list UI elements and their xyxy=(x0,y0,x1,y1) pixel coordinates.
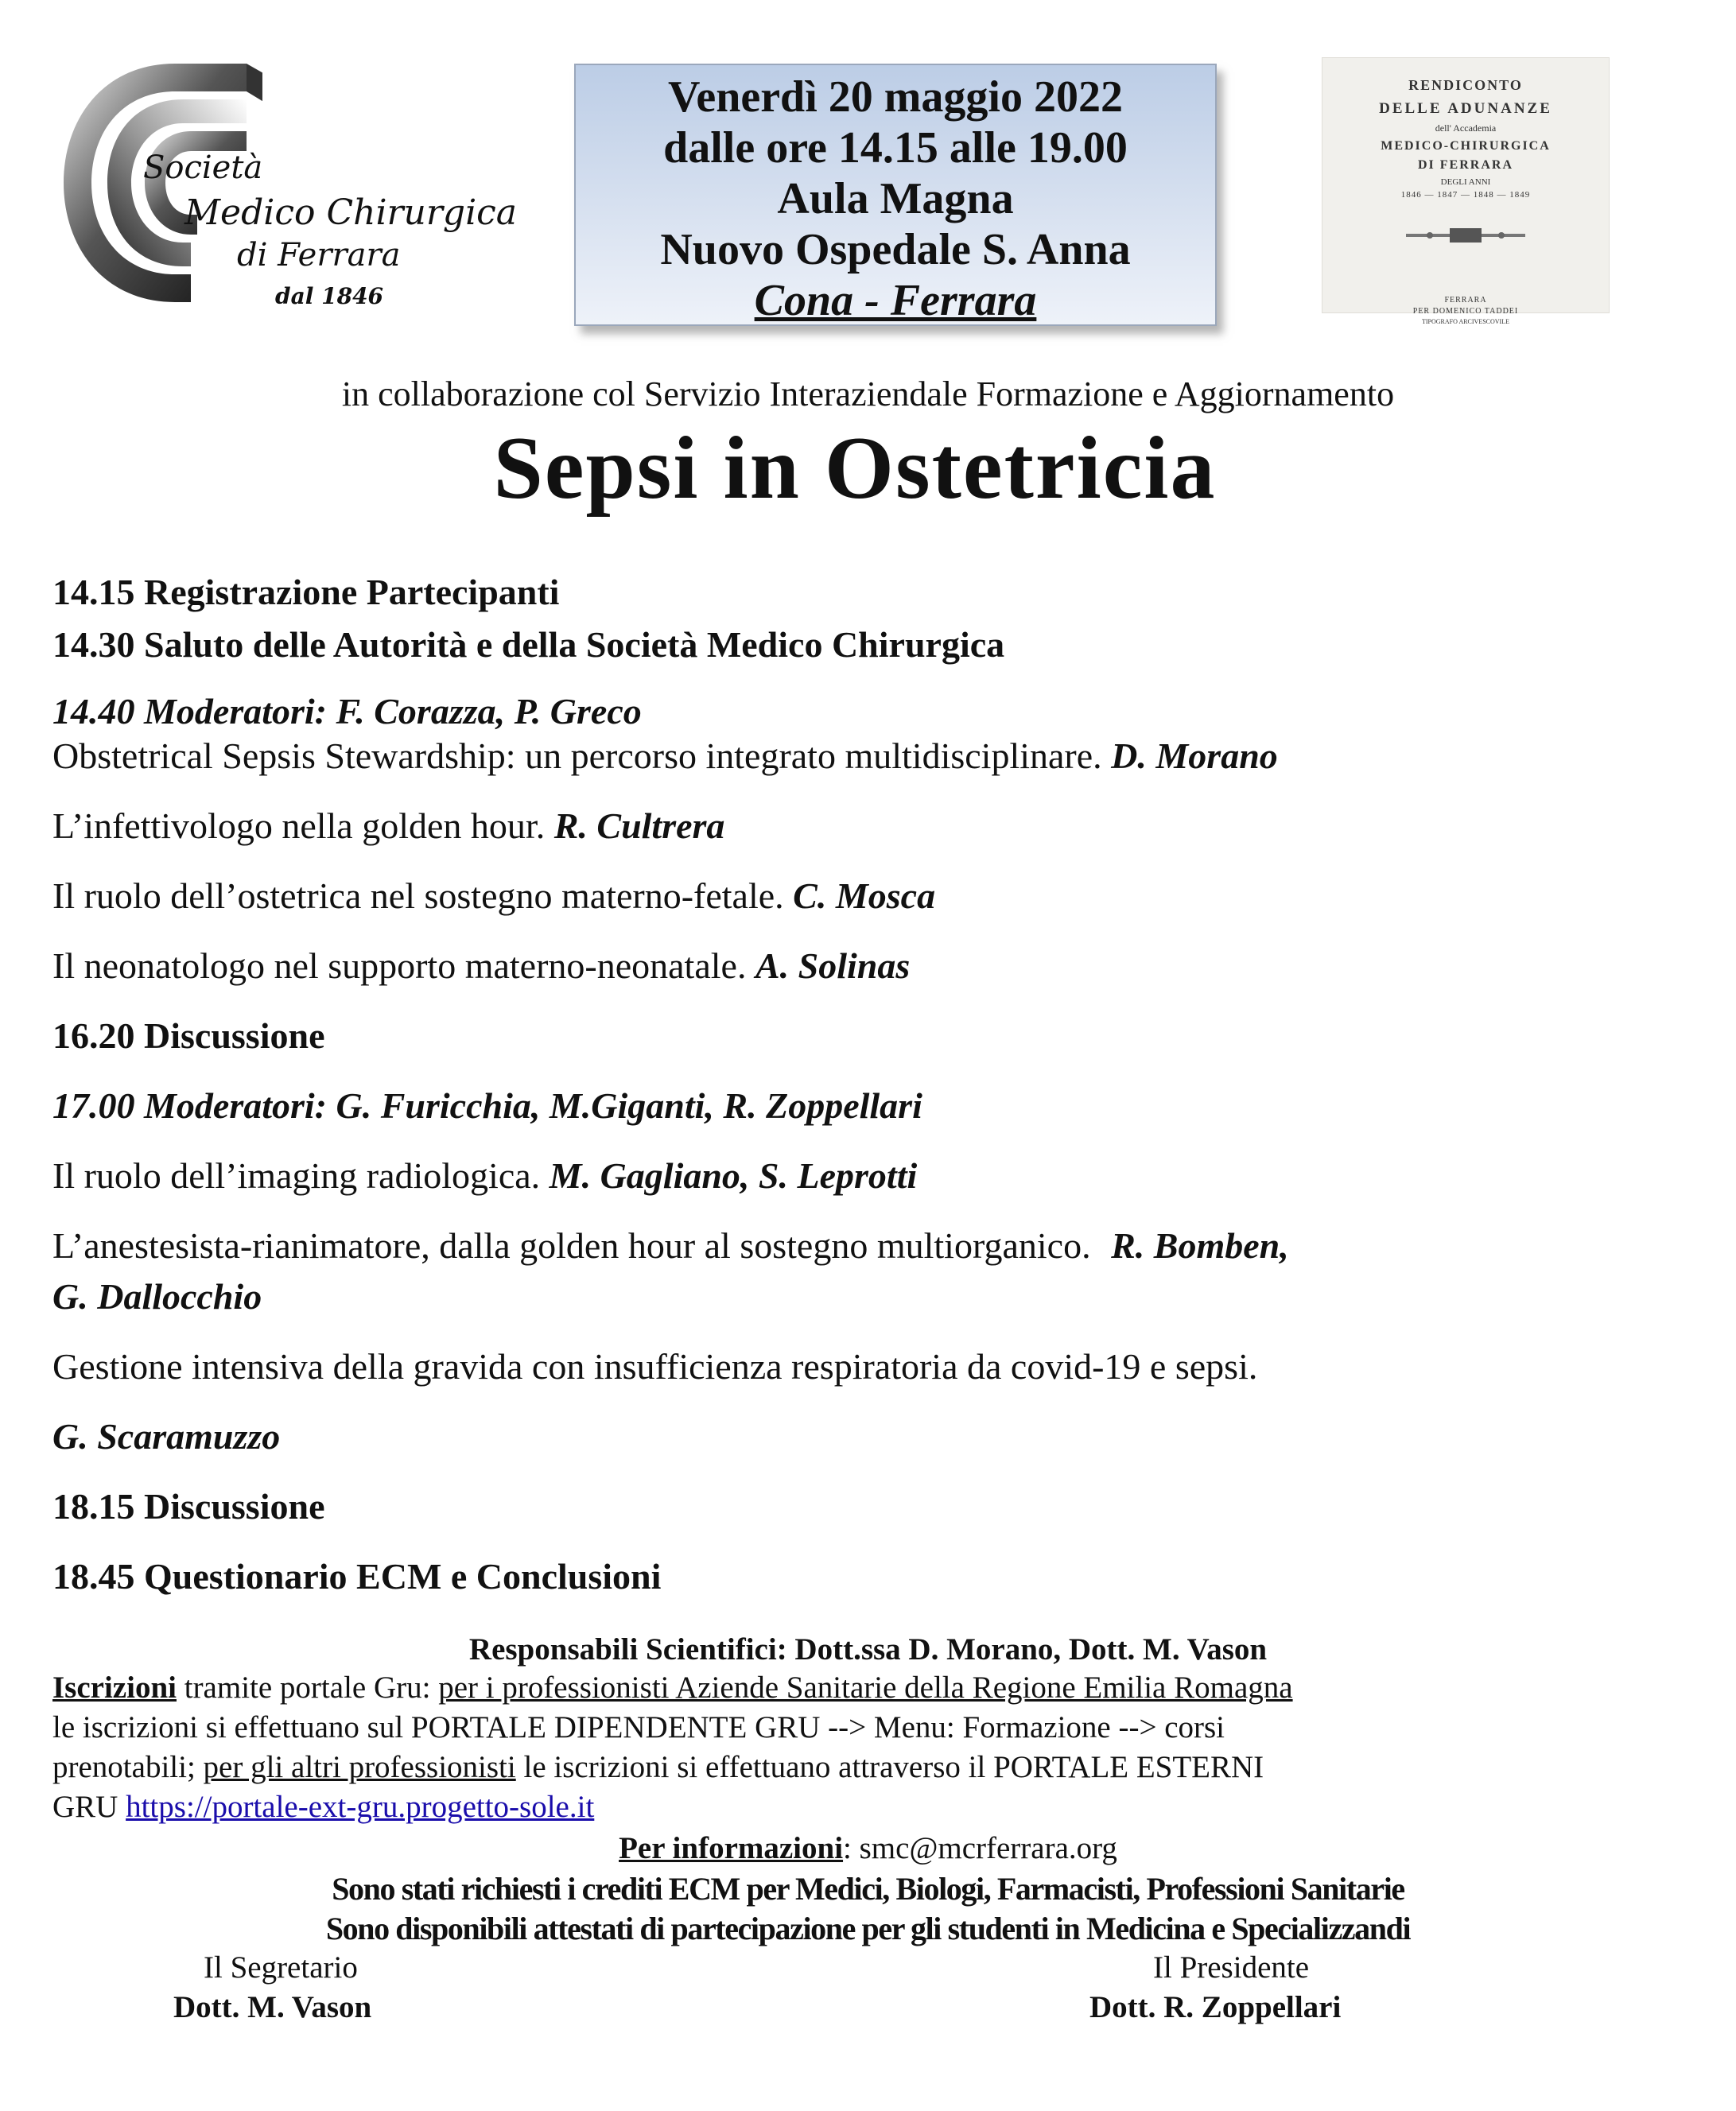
discussion-1: 16.20 Discussione xyxy=(52,1015,325,1056)
ecm-credits-note: Sono stati richiesti i crediti ECM per Medici, Biologi, Farmacisti, Professioni Sanitarie xyxy=(332,1871,1404,1907)
talk-4 xyxy=(52,945,910,987)
cover-line: DI FERRARA xyxy=(1418,158,1513,172)
talk-title: Il ruolo dell’ostetrica nel sostegno materno-fetale. xyxy=(52,875,784,916)
talk-title: Il neonatologo nel supporto materno-neonatale. xyxy=(52,945,747,986)
logo-since: dal 1846 xyxy=(275,283,384,309)
registration-line-3 xyxy=(52,1749,1264,1785)
registration-emphasis: per i professionisti Aziende Sanitarie della Regione Emilia Romagna xyxy=(438,1671,1293,1705)
cover-line: FERRARA xyxy=(1444,296,1487,305)
registration-label: Iscrizioni xyxy=(52,1671,177,1705)
event-place: Cona - Ferrara xyxy=(754,276,1037,325)
talk-title: L’infettivologo nella golden hour. xyxy=(52,805,546,846)
collaboration-line: in collaborazione col Servizio Interaziendale Formazione e Aggiornamento xyxy=(341,374,1395,413)
closing-item: 18.45 Questionario ECM e Conclusioni xyxy=(52,1556,662,1597)
event-info-box xyxy=(574,64,1217,326)
cover-line: RENDICONTO xyxy=(1408,77,1523,93)
historic-cover-image xyxy=(1322,57,1610,325)
moderators-2: 17.00 Moderatori: G. Furicchia, M.Giganti, R. Zoppellari xyxy=(52,1085,922,1126)
talk-title: Il ruolo dell’imaging radiologica. xyxy=(52,1155,541,1196)
talk-1 xyxy=(52,735,1278,777)
logo-line-3: di Ferrara xyxy=(237,237,401,274)
society-logo xyxy=(56,48,517,334)
talk-5 xyxy=(52,1154,917,1197)
cover-line: 1846 — 1847 — 1848 — 1849 xyxy=(1400,190,1531,200)
registration-line-1 xyxy=(52,1670,1293,1705)
cover-ornament-icon xyxy=(1406,227,1525,244)
attendance-certificate-note: Sono disponibili attestati di partecipazione per gli studenti in Medicina e Specializzandi xyxy=(325,1911,1411,1946)
talk-speaker: G. Scaramuzzo xyxy=(52,1416,281,1457)
talk-2 xyxy=(52,805,724,847)
cover-line: DEGLI ANNI xyxy=(1440,177,1491,187)
president-name: Dott. R. Zoppellari xyxy=(1089,1990,1342,2024)
talk-3 xyxy=(52,875,935,917)
president-role: Il Presidente xyxy=(1153,1950,1310,1985)
talk-speaker: R. Bomben, xyxy=(1111,1225,1289,1266)
cover-line: TIPOGRAFO ARCIVESCOVILE xyxy=(1421,318,1509,325)
talk-speaker: C. Mosca xyxy=(793,875,936,916)
info-label: Per informazioni xyxy=(619,1831,844,1865)
talk-speaker: G. Dallocchio xyxy=(52,1276,262,1317)
event-date: Venerdì 20 maggio 2022 xyxy=(668,72,1123,122)
info-line xyxy=(0,1830,1736,1866)
registration-text: prenotabili; xyxy=(52,1750,204,1784)
registration-text: GRU xyxy=(52,1790,126,1824)
cover-line: PER DOMENICO TADDEI xyxy=(1412,307,1519,316)
event-room: Aula Magna xyxy=(777,174,1014,223)
cover-line: MEDICO-CHIRURGICA xyxy=(1381,139,1551,153)
talk-title: L’anestesista-rianimatore, dalla golden hour al sostegno multiorganico. xyxy=(52,1225,1091,1266)
talk-speaker: A. Solinas xyxy=(755,945,911,986)
talk-title: Obstetrical Sepsis Stewardship: un percorso integrato multidisciplinare. xyxy=(52,735,1102,776)
cover-line: dell' Accademia xyxy=(1435,122,1497,134)
registration-line-2: le iscrizioni si effettuano sul PORTALE DIPENDENTE GRU --> Menu: Formazione --> corsi xyxy=(52,1710,1225,1744)
secretary-role: Il Segretario xyxy=(204,1950,358,1985)
talk-speaker: D. Morano xyxy=(1111,735,1278,776)
event-hospital: Nuovo Ospedale S. Anna xyxy=(660,225,1131,274)
page-title: Sepsi in Ostetricia xyxy=(493,419,1217,518)
registration-text: le iscrizioni si effettuano attraverso il PORTALE ESTERNI xyxy=(515,1750,1264,1784)
cover-line: DELLE ADUNANZE xyxy=(1379,100,1552,117)
secretary-name: Dott. M. Vason xyxy=(173,1990,372,2024)
logo-line-2: Medico Chirurgica xyxy=(184,192,518,233)
registration-emphasis: per gli altri professionisti xyxy=(203,1750,516,1784)
info-email[interactable]: : smc@mcrferrara.org xyxy=(843,1831,1117,1865)
program-item: 14.30 Saluto delle Autorità e della Società Medico Chirurgica xyxy=(52,624,1005,665)
portal-link[interactable]: https://portale-ext-gru.progetto-sole.it xyxy=(126,1790,595,1824)
talk-7-title: Gestione intensiva della gravida con insufficienza respiratoria da covid-19 e sepsi. xyxy=(52,1346,1258,1387)
registration-text: tramite portale Gru: xyxy=(176,1671,439,1705)
moderators-1: 14.40 Moderatori: F. Corazza, P. Greco xyxy=(52,691,642,731)
registration-line-4 xyxy=(52,1789,594,1825)
talk-6 xyxy=(52,1224,1289,1267)
discussion-2: 18.15 Discussione xyxy=(52,1486,325,1527)
talk-speaker: M. Gagliano, S. Leprotti xyxy=(549,1155,918,1196)
talk-speaker: R. Cultrera xyxy=(553,805,725,846)
scientific-leads: Responsabili Scientifici: Dott.ssa D. Morano, Dott. M. Vason xyxy=(468,1632,1268,1667)
event-time: dalle ore 14.15 alle 19.00 xyxy=(663,123,1128,173)
logo-line-1: Società xyxy=(143,149,263,186)
program-item: 14.15 Registrazione Partecipanti xyxy=(52,572,560,612)
